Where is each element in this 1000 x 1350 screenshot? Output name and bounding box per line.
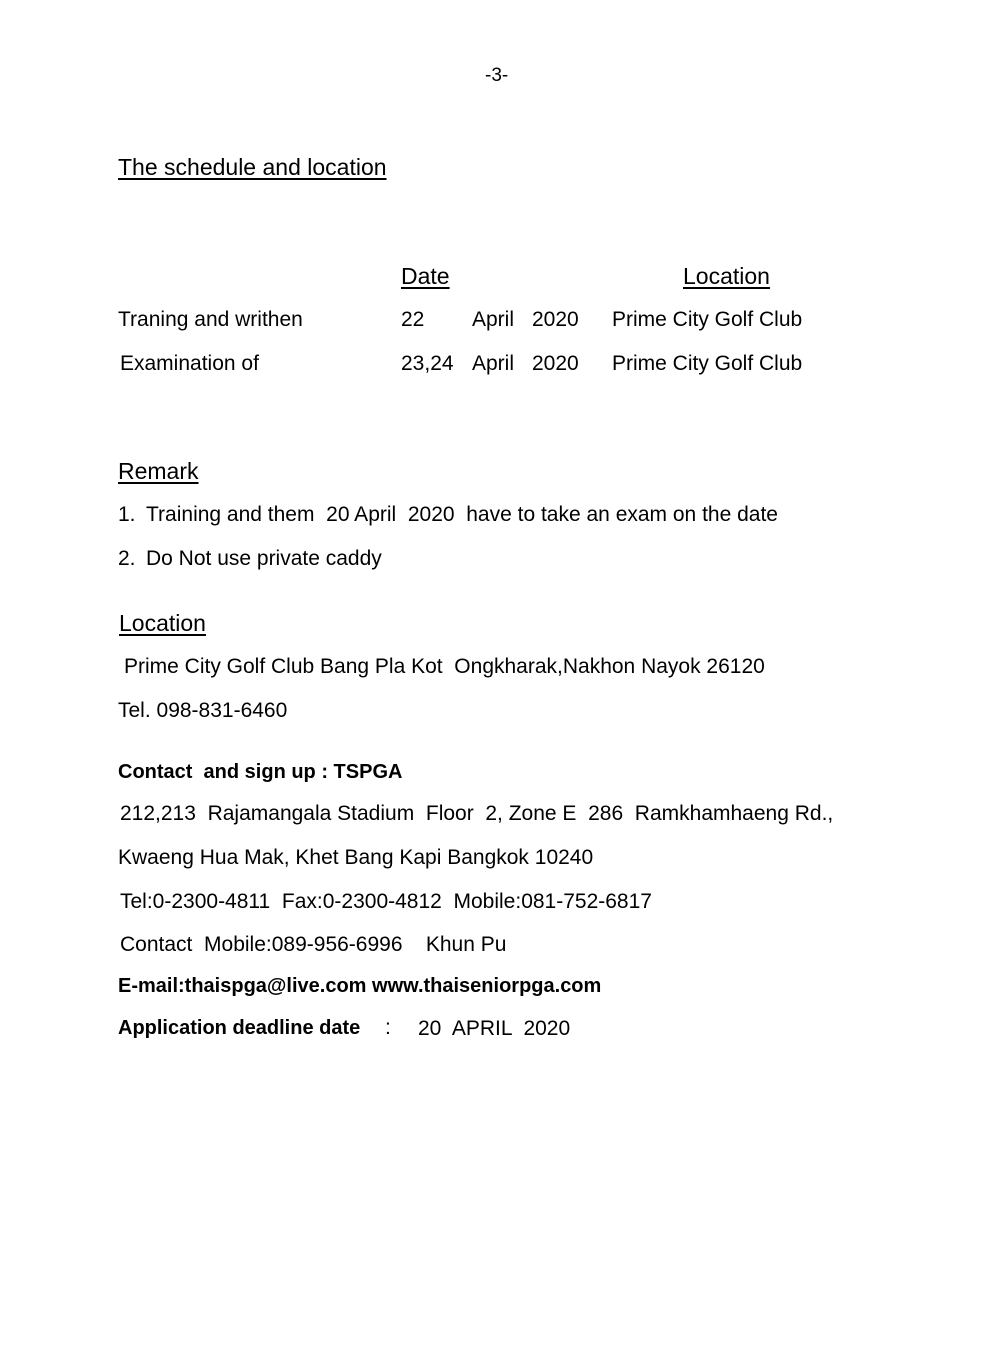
location-heading: Location <box>119 610 206 636</box>
contact-person: Contact Mobile:089-956-6996 Khun Pu <box>120 933 507 956</box>
remark-item-number: 2. <box>118 547 136 570</box>
schedule-row-year: 2020 <box>532 308 579 331</box>
schedule-row-month: April <box>472 308 515 331</box>
remark-item-number: 1. <box>118 503 136 526</box>
contact-address-line1: 212,213 Rajamangala Stadium Floor 2, Zone E 286 Ramkhamhaeng Rd., <box>120 802 834 825</box>
schedule-heading: The schedule and location <box>118 154 387 180</box>
schedule-row-location: Prime City Golf Club <box>612 352 803 375</box>
schedule-row-month: April <box>472 352 515 375</box>
schedule-row-label: Examination of <box>120 352 259 375</box>
remark-item-text: Do Not use private caddy <box>146 547 382 570</box>
schedule-row-day: 22 <box>401 308 425 331</box>
deadline-value: 20 APRIL 2020 <box>418 1017 571 1040</box>
page-number: -3- <box>485 65 509 86</box>
remark-item-text: Training and them 20 April 2020 have to take an exam on the date <box>146 503 778 526</box>
contact-email-website: E-mail:thaispga@live.com www.thaiseniorpga.com <box>118 975 602 997</box>
contact-phones: Tel:0-2300-4811 Fax:0-2300-4812 Mobile:081-752-6817 <box>120 890 652 913</box>
contact-address-line2: Kwaeng Hua Mak, Khet Bang Kapi Bangkok 10240 <box>118 846 594 869</box>
schedule-row-year: 2020 <box>532 352 579 375</box>
location-address: Prime City Golf Club Bang Pla Kot Ongkharak,Nakhon Nayok 26120 <box>124 655 765 678</box>
schedule-row-location: Prime City Golf Club <box>612 308 803 331</box>
schedule-row-label: Traning and writhen <box>118 308 303 331</box>
location-tel: Tel. 098-831-6460 <box>118 699 288 722</box>
remark-heading: Remark <box>118 458 199 484</box>
date-column-header: Date <box>401 263 450 289</box>
deadline-colon: : <box>385 1016 391 1039</box>
deadline-label: Application deadline date <box>118 1017 361 1039</box>
contact-heading: Contact and sign up : TSPGA <box>118 761 403 783</box>
schedule-row-day: 23,24 <box>401 352 454 375</box>
location-column-header: Location <box>683 263 770 289</box>
